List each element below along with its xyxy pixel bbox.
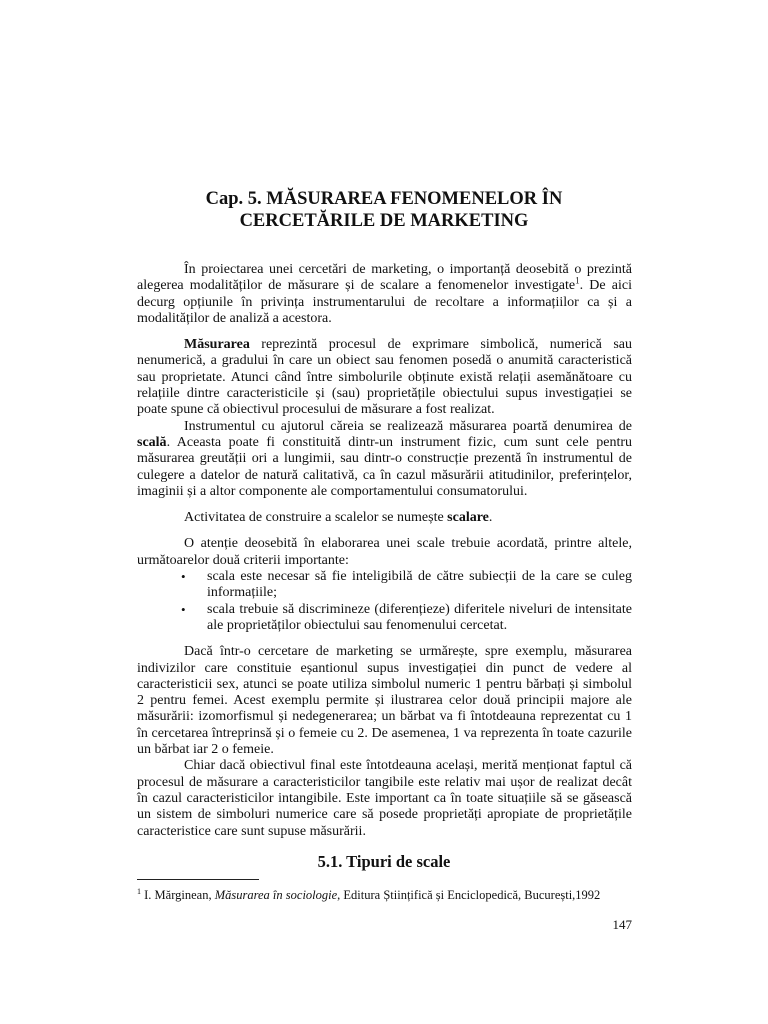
footnote-marker: 1 [137,887,141,896]
paragraph-measurement-definition: Măsurarea reprezintă procesul de exprimare simbolică, numerică sau nenumerică, a gradului în care un obiect sau fenomen posedă o anumită caracteristică sau proprietate. Atunci când între simbolurile obținute există relații asemănătoare cu relațiile dintre caracteristicile și (sau) proprietățile obiectului supus investigației se poate spune că obiectivul procesului de măsurare a fost realizat. [137,337,632,418]
footnote: $^1$ I. Mărginean, Măsurarea în sociologie, Editura Științifică și Enciclopedică, București,1992 [137,887,601,903]
paragraph-sex-example: Dacă într-o cercetare de marketing se urmărește, spre exemplu, măsurarea indivizilor care constituie eșantionul supus investigației din punct de vedere al caracteristicii sex, atunci se poate utiliza simbolul numeric 1 pentru bărbați și simbolul 2 pentru femei. Acest exemplu permite și ilustrarea celor două principii majore ale măsurării: izomorfismul și nedegenerarea; un bărbat va fi întotdeauna reprezentat cu 1 în cercetarea întreprinsă și o femeie cu 2. De asemenea, 1 va reprezenta în toate cazurile un bărbat iar 2 o femeie. [137,644,632,758]
paragraph-scaling: Activitatea de construire a scalelor se numește scalare. [184,510,493,526]
list-item: • scala trebuie să discrimineze (diferențieze) diferitele niveluri de intensitate ale proprietăților obiectului sau fenomenului cercetat. [181,601,632,633]
criteria-list [137,569,632,634]
chapter-title-line-2: CERCETĂRILE DE MARKETING [239,211,529,231]
term-scalare: scalare [447,510,489,526]
section-heading: 5.1. Tipuri de scale [317,852,451,871]
paragraph-intro: În proiectarea unei cercetări de marketing, o importanță deosebită o prezintă alegerea modalităților de măsurare și de scalare a fenomenelor investigate$^1$. De aici decurg opțiunile în privința instrumentarului de recoltare a informațiilor ca și a modalităților de analiză a acestora. [137,262,633,326]
paragraph-tangible-intangible: Chiar dacă obiectivul final este întotdeauna același, merită menționat faptul că procesul de măsurare a caracteristicilor tangibile este relativ mai ușor de realizat decât în cazul caracteristicilor intangibile. Este important ca în toate situațiile să se găsească un sistem de simboluri numerice care să posede proprietăți apropiate de proprietățile caracteristice care sunt supuse măsurării. [137,758,632,839]
bullet-icon: • [181,569,186,585]
page-number: 147 [612,917,632,932]
term-masurarea: Măsurarea [184,337,250,353]
paragraph-scale-definition: Instrumentul cu ajutorul căreia se realizează măsurarea poartă denumirea de scală. Aceasta poate fi constituită dintr-un instrument fizic, cum sunt cele pentru măsurarea greutății ori a lungimii, sau dintr-o construcție prezentă în instrumentul de culegere a datelor de natură calitativă, ca în cazul măsurării atitudinilor, preferințelor, imaginii și a altor componente ale comportamentului consumatorului. [137,418,632,499]
chapter-title-line-1: Cap. 5. MĂSURAREA FENOMENELOR ÎN [205,189,563,209]
list-item: • scala este necesar să fie inteligibilă de către subiecții de la care se culeg informațiile; [181,569,632,601]
term-scala: scală [137,434,167,450]
footnote-divider [137,879,259,880]
body-text-block [137,262,632,840]
footnote-reference[interactable]: 1 [575,275,580,286]
bullet-icon: • [181,601,186,617]
footnote-book-title: Măsurarea în sociologie [214,888,338,903]
paragraph-criteria-intro: O atenție deosebită în elaborarea unei scale trebuie acordată, printre altele, următoarelor două criterii importante: [137,536,632,568]
